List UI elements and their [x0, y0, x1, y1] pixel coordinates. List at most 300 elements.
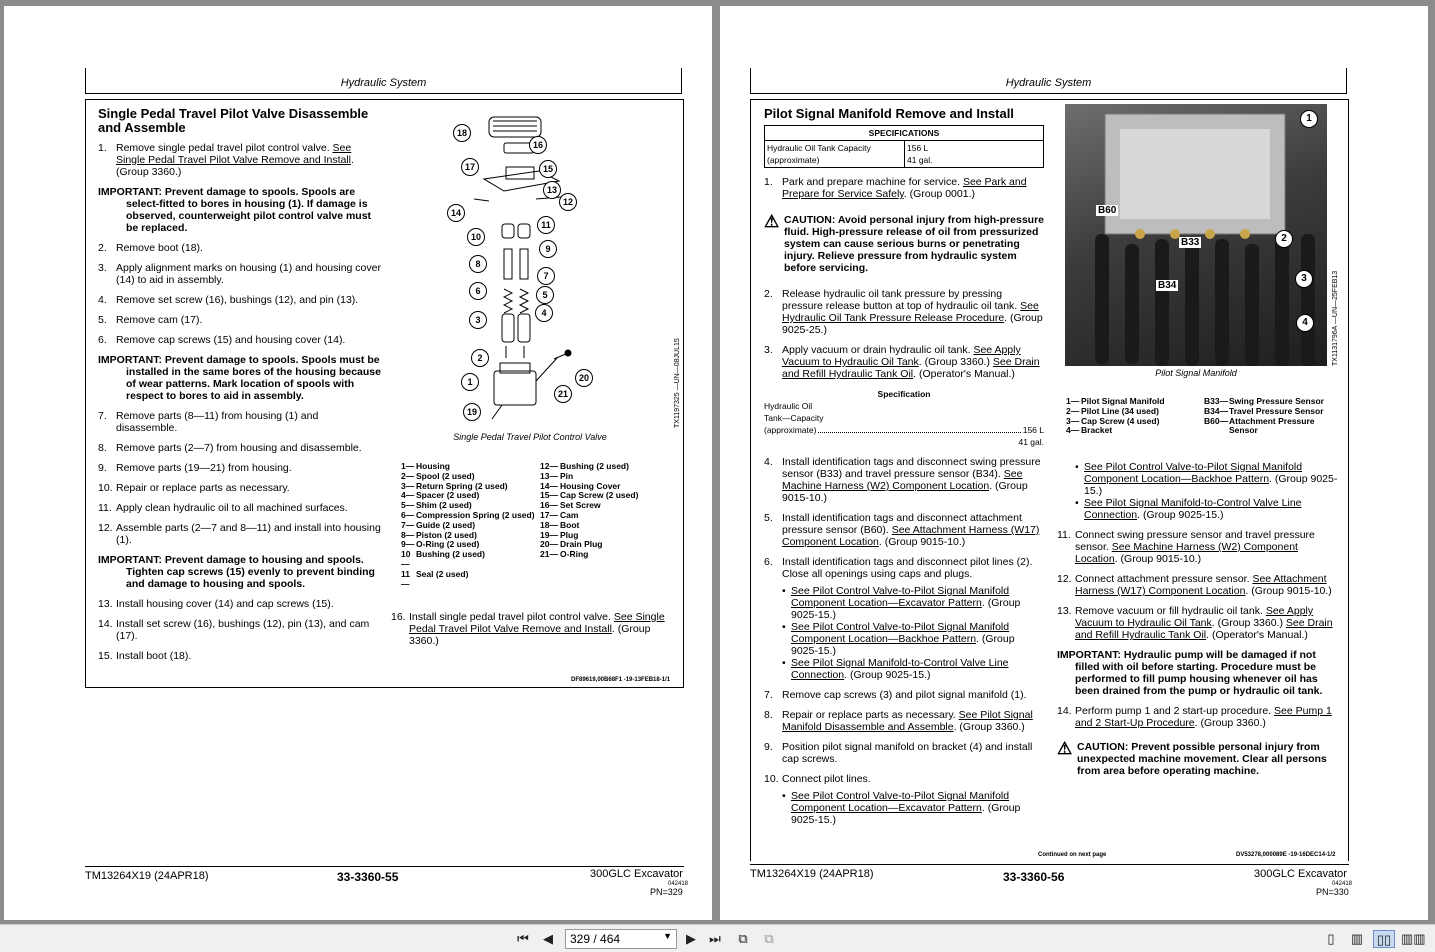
bullet-text: . (Group 9025-15.)	[1137, 509, 1224, 521]
step	[98, 314, 381, 326]
label-b33: B33	[1181, 237, 1200, 248]
step-text: Remove boot (18).	[116, 242, 203, 254]
step	[764, 512, 1044, 548]
step	[98, 482, 381, 494]
footer-pn: PN=329	[650, 887, 683, 897]
single-page-view-icon[interactable]: ▯	[1327, 931, 1335, 946]
legend-label: Spacer (2 used)	[416, 490, 480, 501]
chevron-down-icon[interactable]: ▼	[663, 931, 672, 941]
photo-id: TX1131796A —UN—25FEB13	[1332, 270, 1339, 366]
legend-key: 12—	[540, 461, 558, 471]
legend-key: 3—	[1066, 415, 1080, 426]
step-text: Remove single pedal travel pilot control valve.	[116, 142, 330, 154]
step	[98, 242, 381, 254]
step-text: . (Operator's Manual.)	[913, 368, 1015, 380]
legend-key: 17—	[540, 509, 558, 520]
step	[764, 344, 1044, 380]
step	[98, 410, 381, 434]
callout-16: 16	[529, 136, 547, 154]
callout-11: 11	[537, 216, 555, 234]
two-page-view-icon[interactable]: ▯▯	[1373, 930, 1395, 948]
spec-values	[905, 141, 1044, 168]
step	[98, 262, 381, 286]
callout-17: 17	[461, 158, 479, 176]
step-text: Repair or replace parts as necessary.	[116, 482, 290, 494]
callout-7: 7	[537, 267, 555, 285]
footer-page-number: 33-3360-55	[337, 870, 399, 884]
callout-1: 1	[461, 373, 479, 391]
legend-label: Cam	[560, 509, 579, 520]
legend-label: Return Spring (2 used)	[416, 480, 508, 491]
cross-ref-link[interactable]: See Pilot Signal Manifold Disassemble and Assemble	[782, 709, 1033, 733]
legend-label: O-Ring	[560, 549, 589, 560]
step-text: Apply clean hydraulic oil to all machined surfaces.	[116, 502, 348, 514]
legend-key: 15—	[540, 490, 558, 501]
legend-key: 20—	[540, 539, 558, 550]
legend-key: 5—	[401, 500, 415, 511]
callout-10: 10	[467, 228, 485, 246]
footer-manual-id: TM13264X19 (24APR18)	[750, 868, 874, 880]
spec-label: Hydraulic Oil Tank Capacity (approximate)	[765, 141, 905, 168]
step-text: Install single pedal travel pilot control valve.	[409, 611, 611, 623]
step-number: 3.	[764, 344, 773, 356]
legend-label: Bracket	[1081, 425, 1113, 436]
step	[98, 522, 381, 546]
cross-ref-link[interactable]: See Pilot Control Valve-to-Pilot Signal Manifold Component Location—Backhoe Pattern	[791, 621, 1010, 645]
step-number: 14.	[1057, 705, 1072, 717]
step-text: Install set screw (16), bushings (12), pin (13), and cam (17).	[116, 618, 370, 642]
spec-table-heading: SPECIFICATIONS	[765, 126, 1044, 141]
spec-table	[764, 125, 1044, 168]
step-number: 2.	[98, 242, 107, 254]
step-text: Remove parts (8—11) from housing (1) and disassemble.	[116, 410, 319, 434]
legend-entry	[1066, 426, 1204, 436]
bullet-list	[764, 790, 1044, 826]
photo-caption: Pilot Signal Manifold	[1155, 368, 1237, 378]
footer-code: 042418	[668, 881, 689, 887]
callout-4: 4	[1296, 314, 1314, 332]
step-number: 6.	[98, 334, 107, 346]
steps-group	[98, 598, 381, 662]
callout-20: 20	[575, 369, 593, 387]
step	[98, 462, 381, 474]
label-b34: B34	[1158, 280, 1177, 291]
step	[98, 294, 381, 306]
step-number: 4.	[98, 294, 107, 306]
continued-note: Continued on next page	[1038, 852, 1107, 858]
cross-ref-link[interactable]: See Pilot Signal Manifold-to-Control Valve Line Connection	[1084, 497, 1302, 521]
footer-machine: 300GLC Excavator	[1254, 868, 1347, 880]
callout-21: 21	[554, 385, 572, 403]
bullet-text: . (Group 9025-15.)	[791, 633, 1015, 657]
header-text: Hydraulic System	[340, 77, 427, 89]
footer-pn: PN=330	[1316, 887, 1349, 897]
step-text: Remove vacuum or fill hydraulic oil tank.	[1075, 605, 1263, 617]
legend-label: Boot	[560, 519, 580, 530]
caution-text: CAUTION: Prevent possible personal injury from unexpected machine movement. Clear all persons from area before operating machine.	[1077, 741, 1327, 777]
page-number-field[interactable]	[565, 929, 677, 949]
step-number: 3.	[98, 262, 107, 274]
important-note: IMPORTANT: Prevent damage to housing and spools. Tighten cap screws (15) evenly to prevent binding and damage to housing and spools.	[98, 554, 375, 590]
step-number: 5.	[764, 512, 773, 524]
legend-label: Spool (2 used)	[416, 470, 475, 481]
caution-note	[764, 214, 1044, 274]
spec-label-line: Tank—Capacity	[764, 413, 824, 423]
legend-key: 10—	[401, 549, 411, 569]
important-note: IMPORTANT: Hydraulic pump will be damaged if not filled with oil before starting. Procedure must be performed to fill pump housing whenever oil has been drained from the pump or hydraulic oil tank.	[1057, 649, 1323, 697]
left-page	[4, 6, 712, 920]
step-text: . (Group 3360.)	[953, 721, 1025, 733]
label-b60: B60	[1098, 205, 1117, 216]
cross-ref-link[interactable]: See Single Pedal Travel Pilot Valve Remove and Install	[409, 611, 665, 635]
bullet-list	[764, 585, 1044, 681]
spec-value-metric: 156 L	[1022, 425, 1044, 435]
step	[764, 773, 1044, 785]
header-text: Hydraulic System	[1005, 77, 1092, 89]
spec-value-metric: 156 L	[907, 143, 929, 153]
step-number: 14.	[98, 618, 113, 630]
step-number: 4.	[764, 456, 773, 468]
step	[98, 598, 381, 610]
step-text: Install identification tags and disconnect attachment pressure sensor (B60).	[782, 512, 1022, 536]
step-number: 8.	[98, 442, 107, 454]
legend-label: Swing Pressure Sensor	[1229, 396, 1324, 406]
legend-key: 1—	[401, 461, 415, 471]
step-text: . (Group 3360.)	[409, 623, 651, 647]
step-text: Assemble parts (2—7 and 8—11) and install into housing (1).	[116, 522, 381, 546]
footer-manual-id: TM13264X19 (24APR18)	[85, 870, 209, 882]
warning-triangle-icon: ⚠	[764, 212, 780, 231]
bullet-dot: •	[1075, 461, 1079, 473]
step	[98, 650, 381, 662]
cross-ref-link[interactable]: See Pilot Control Valve-to-Pilot Signal Manifold Component Location—Excavator Pattern	[791, 790, 1010, 814]
bullet-text: . (Group 9025-15.)	[844, 669, 931, 681]
step-number: 15.	[98, 650, 113, 662]
spec-value-imperial: 41 gal.	[1018, 437, 1044, 447]
legend-label: Attachment Pressure Sensor	[1229, 415, 1315, 436]
cross-ref-link[interactable]: See Hydraulic Oil Tank Pressure Release Procedure	[782, 300, 1039, 324]
step-text: . (Group 9015-10.)	[878, 536, 966, 548]
step-number: 7.	[98, 410, 107, 422]
step-number: 12.	[98, 522, 113, 534]
step-text: Position pilot signal manifold on bracket (4) and install cap screws.	[782, 741, 1033, 765]
step-number: 11.	[1057, 529, 1071, 541]
legend-label: Shim (2 used)	[416, 500, 472, 511]
callout-4: 4	[535, 304, 553, 322]
cross-ref-link[interactable]: See Pump 1 and 2 Start-Up Procedure	[1075, 705, 1332, 729]
legend-key: 3—	[401, 480, 415, 491]
legend-key: 11—	[401, 568, 410, 589]
callout-12: 12	[559, 193, 577, 211]
legend-key: B34—	[1204, 405, 1229, 416]
step	[764, 176, 1044, 200]
step	[764, 741, 1044, 765]
next-page-icon[interactable]: ▶	[686, 931, 696, 946]
footer-rule	[85, 866, 684, 867]
step-text: . (Group 9015-10.)	[1114, 553, 1202, 565]
step-number: 13.	[1057, 605, 1072, 617]
bullet-text: . (Group 9025-15.)	[791, 802, 1021, 826]
cross-ref-link[interactable]: See Machine Harness (W2) Component Location	[782, 468, 1023, 492]
parts-legend-1	[401, 462, 536, 589]
step-number: 5.	[98, 314, 107, 326]
callout-5: 5	[536, 286, 554, 304]
step-text: Remove parts (19—21) from housing.	[116, 462, 292, 474]
callout-1: 1	[1300, 110, 1318, 128]
bullet-item	[1057, 497, 1340, 521]
parts-legend-2	[540, 462, 670, 560]
legend-key: 16—	[540, 500, 558, 511]
important-note: IMPORTANT: Prevent damage to spools. Spools must be installed in the same bores of the housing because of wear patterns. Mark location of spools with respect to bores to aid in assembly.	[98, 354, 381, 402]
step-text: Park and prepare machine for service.	[782, 176, 961, 188]
bullet-item	[764, 621, 1044, 657]
step-number: 10.	[98, 482, 113, 494]
bullet-list	[1057, 461, 1340, 521]
callout-15: 15	[539, 160, 557, 178]
legend-key: 19—	[540, 529, 558, 540]
legend-label: Pilot Signal Manifold	[1081, 396, 1165, 406]
first-page-icon[interactable]: ⏮	[517, 931, 529, 946]
page-header	[85, 68, 682, 94]
step	[98, 142, 381, 178]
step-number: 16.	[391, 611, 406, 623]
legend-entry	[540, 550, 670, 560]
manifold-photo	[1065, 104, 1327, 366]
step-number: 8.	[764, 709, 773, 721]
callout-14: 14	[447, 204, 465, 222]
legend-label: Cap Screw (2 used)	[560, 490, 639, 501]
legend-label: Compression Spring (2 used)	[416, 509, 535, 520]
previous-page-icon[interactable]: ◀	[543, 931, 553, 946]
cross-ref-link[interactable]: See Pilot Control Valve-to-Pilot Signal Manifold Component Location—Backhoe Pattern	[1084, 461, 1303, 485]
doc-reference: DV53278,000089E -19-16DEC14-1/2	[1236, 852, 1336, 858]
step	[764, 456, 1044, 504]
rotate-view-icon[interactable]: ⧉	[738, 931, 748, 946]
cross-ref-link[interactable]: See Attachment Harness (W17) Component Location	[1075, 573, 1327, 597]
spec-label-line: (approximate)	[764, 425, 817, 435]
callout-2: 2	[471, 349, 489, 367]
legend-key: 9—	[401, 539, 415, 550]
step-number: 9.	[98, 462, 107, 474]
legend-label: Guide (2 used)	[416, 519, 476, 530]
footer-rule	[750, 864, 1349, 865]
left-text-column	[98, 142, 381, 670]
caution-text: CAUTION: Avoid personal injury from high-pressure fluid. High-pressure release of oil from pressurized system can cause serious burns or penetrating injury. Relieve pressure from hydraulic system before servicing.	[784, 214, 1044, 274]
step-text: . (Operator's Manual.)	[1206, 629, 1308, 641]
bullet-item	[764, 585, 1044, 621]
spec-label-line: Hydraulic Oil	[764, 401, 813, 411]
legend-key: B60—	[1204, 415, 1229, 426]
caution-note	[1057, 741, 1340, 777]
step	[98, 618, 381, 642]
step-number: 1.	[764, 176, 773, 188]
legend-key: 13—	[540, 470, 558, 481]
callout-3: 3	[469, 311, 487, 329]
spec-value-imperial: 41 gal.	[907, 155, 933, 165]
step	[1057, 605, 1340, 641]
cross-ref-link[interactable]: See Apply Vacuum to Hydraulic Oil Tank	[1075, 605, 1314, 629]
step-number: 10.	[764, 773, 779, 785]
cross-ref-link[interactable]: See Attachment Harness (W17) Component Location	[782, 524, 1040, 548]
cross-ref-link[interactable]: See Machine Harness (W2) Component Location	[1075, 541, 1298, 565]
step	[764, 689, 1044, 701]
step-text: . (Group 3360.)	[1194, 717, 1266, 729]
callout-9: 9	[539, 240, 557, 258]
photo-legend-2	[1204, 397, 1344, 436]
step-text: . (Group 3360.)	[1211, 617, 1283, 629]
legend-label: Housing Cover	[560, 480, 621, 491]
legend-key: 2—	[401, 470, 415, 481]
step-text: Remove cap screws (3) and pilot signal manifold (1).	[782, 689, 1027, 701]
step	[1057, 573, 1340, 597]
page-header	[750, 68, 1347, 94]
legend-key: 4—	[1066, 425, 1080, 436]
legend-label: Set Screw	[560, 500, 601, 511]
callout-8: 8	[469, 255, 487, 273]
step-number: 9.	[764, 741, 773, 753]
step-text: Install identification tags and disconnect swing pressure sensor (B33) and travel pressure sensor (B34).	[782, 456, 1041, 480]
legend-label: Pin	[560, 470, 574, 481]
legend-label: Seal (2 used)	[416, 568, 469, 579]
callout-19: 19	[463, 403, 481, 421]
callout-6: 6	[469, 282, 487, 300]
legend-entry	[1204, 417, 1344, 437]
legend-key: 7—	[401, 519, 415, 530]
inline-specification	[764, 388, 1044, 448]
legend-key: 18—	[540, 519, 558, 530]
legend-label: Bushing (2 used)	[416, 549, 485, 560]
step	[764, 288, 1044, 336]
bullet-dot: •	[782, 790, 786, 802]
step-number: 6.	[764, 556, 773, 568]
cross-ref-link[interactable]: See Pilot Control Valve-to-Pilot Signal Manifold Component Location—Excavator Pattern	[791, 585, 1010, 609]
figure-caption: Single Pedal Travel Pilot Control Valve	[453, 432, 607, 442]
doc-reference: DF89619,00B68F1 -19-13FEB18-1/1	[571, 677, 671, 683]
callout-18: 18	[453, 124, 471, 142]
legend-label: Travel Pressure Sensor	[1229, 405, 1324, 416]
step	[98, 442, 381, 454]
left-text-column	[764, 125, 1044, 826]
right-text-column	[391, 611, 673, 647]
step	[98, 502, 381, 514]
step-text: Connect attachment pressure sensor.	[1075, 573, 1250, 585]
step-text: . (Group 3360.)	[918, 356, 990, 368]
steps-group	[98, 242, 381, 346]
step-number: 7.	[764, 689, 773, 701]
bullet-text: . (Group 9025-15.)	[791, 597, 1021, 621]
continuous-two-page-view-icon[interactable]: ▥▥	[1401, 931, 1426, 946]
callout-3: 3	[1295, 270, 1313, 288]
step	[1057, 705, 1340, 729]
step	[764, 556, 1044, 580]
section-title: Single Pedal Travel Pilot Valve Disassemble and Assemble	[98, 106, 369, 135]
legend-key: 14—	[540, 480, 558, 491]
step-text: . (Group 0001.)	[903, 188, 975, 200]
bullet-dot: •	[782, 657, 786, 669]
right-text-column	[1057, 461, 1340, 777]
legend-label: Bushing (2 used)	[560, 461, 629, 471]
step-text: Remove cap screws (15) and housing cover (14).	[116, 334, 346, 346]
step-text: Remove parts (2—7) from housing and disassemble.	[116, 442, 362, 454]
legend-label: Drain Plug	[560, 539, 603, 550]
step-number: 12.	[1057, 573, 1072, 585]
step-text: . (Group 9015-10.)	[782, 480, 1028, 504]
step-text: . (Group 9025-25.)	[782, 312, 1043, 336]
step	[98, 334, 381, 346]
step-text: Install housing cover (14) and cap screws (15).	[116, 598, 334, 610]
bullet-item	[1057, 461, 1340, 497]
bullet-item	[764, 790, 1044, 826]
last-page-icon[interactable]: ⏭	[709, 931, 721, 946]
step-text: Apply alignment marks on housing (1) and housing cover (14) to aid in assembly.	[116, 262, 381, 286]
right-page	[720, 6, 1428, 920]
bullet-dot: •	[782, 621, 786, 633]
legend-label: Pilot Line (34 used)	[1081, 405, 1159, 416]
step-number: 2.	[764, 288, 773, 300]
step-text: Install identification tags and disconnect pilot lines (2). Close all openings using caps and plugs.	[782, 556, 1033, 580]
step-number: 1.	[98, 142, 107, 154]
step-text: Perform pump 1 and 2 start-up procedure.	[1075, 705, 1272, 717]
step-text: Install boot (18).	[116, 650, 192, 662]
footer-code: 042418	[1332, 881, 1353, 887]
section-title: Pilot Signal Manifold Remove and Install	[764, 106, 1014, 121]
step	[764, 709, 1044, 733]
viewer-toolbar	[0, 924, 1435, 952]
step-text: Connect swing pressure sensor and travel pressure sensor.	[1075, 529, 1315, 553]
cross-ref-link[interactable]: See Pilot Signal Manifold-to-Control Valve Line Connection	[791, 657, 1009, 681]
step-number: 13.	[98, 598, 113, 610]
page-number-value: 329 / 464	[570, 932, 621, 946]
warning-triangle-icon: ⚠	[1057, 739, 1073, 758]
step-text: Repair or replace parts as necessary.	[782, 709, 956, 721]
callout-13: 13	[543, 181, 561, 199]
callout-2: 2	[1275, 230, 1293, 248]
legend-key: 1—	[1066, 396, 1080, 406]
cross-ref-link[interactable]: See Park and Prepare for Service Safely	[782, 176, 1027, 200]
continuous-view-icon[interactable]: ▥	[1350, 931, 1364, 946]
step-text: Release hydraulic oil tank pressure by pressing pressure release button at top of hydraulic oil tank.	[782, 288, 1018, 312]
fit-page-icon[interactable]: ⧉	[764, 931, 774, 946]
cross-ref-link[interactable]: See Single Pedal Travel Pilot Valve Remove and Install	[116, 142, 352, 166]
steps-group	[98, 410, 381, 546]
legend-key: 2—	[1066, 405, 1080, 416]
step-text: . (Group 9015-10.)	[1245, 585, 1332, 597]
cross-ref-link[interactable]: See Drain and Refill Hydraulic Tank Oil	[1075, 617, 1333, 641]
cross-ref-link[interactable]: See Apply Vacuum to Hydraulic Oil Tank	[782, 344, 1021, 368]
step-text: . (Group 3360.)	[116, 154, 354, 178]
legend-entry	[401, 550, 536, 570]
step	[1057, 529, 1340, 565]
bullet-dot: •	[782, 585, 786, 597]
footer-page-number: 33-3360-56	[1003, 870, 1065, 884]
figure-id: TX1197325 —UN—08JUL15	[674, 338, 681, 428]
cross-ref-link[interactable]: See Drain and Refill Hydraulic Tank Oil	[782, 356, 1040, 380]
legend-key: B33—	[1204, 396, 1229, 406]
legend-key: 21—	[540, 549, 558, 560]
legend-label: Plug	[560, 529, 579, 540]
bullet-dot: •	[1075, 497, 1079, 509]
bullet-text: . (Group 9025-15.)	[1084, 473, 1338, 497]
step-number: 11.	[98, 502, 112, 514]
step-text: Remove cam (17).	[116, 314, 203, 326]
photo-legend-1	[1066, 397, 1204, 436]
legend-label: Housing	[416, 461, 450, 471]
step	[391, 611, 673, 647]
important-note: IMPORTANT: Prevent damage to spools. Spools are select-fitted to bores in housing (1). If damage is observed, counterweight pilot control valve must be replaced.	[98, 186, 372, 234]
spec-heading: Specification	[877, 389, 931, 399]
legend-entry	[401, 570, 536, 590]
footer-machine: 300GLC Excavator	[590, 868, 683, 880]
